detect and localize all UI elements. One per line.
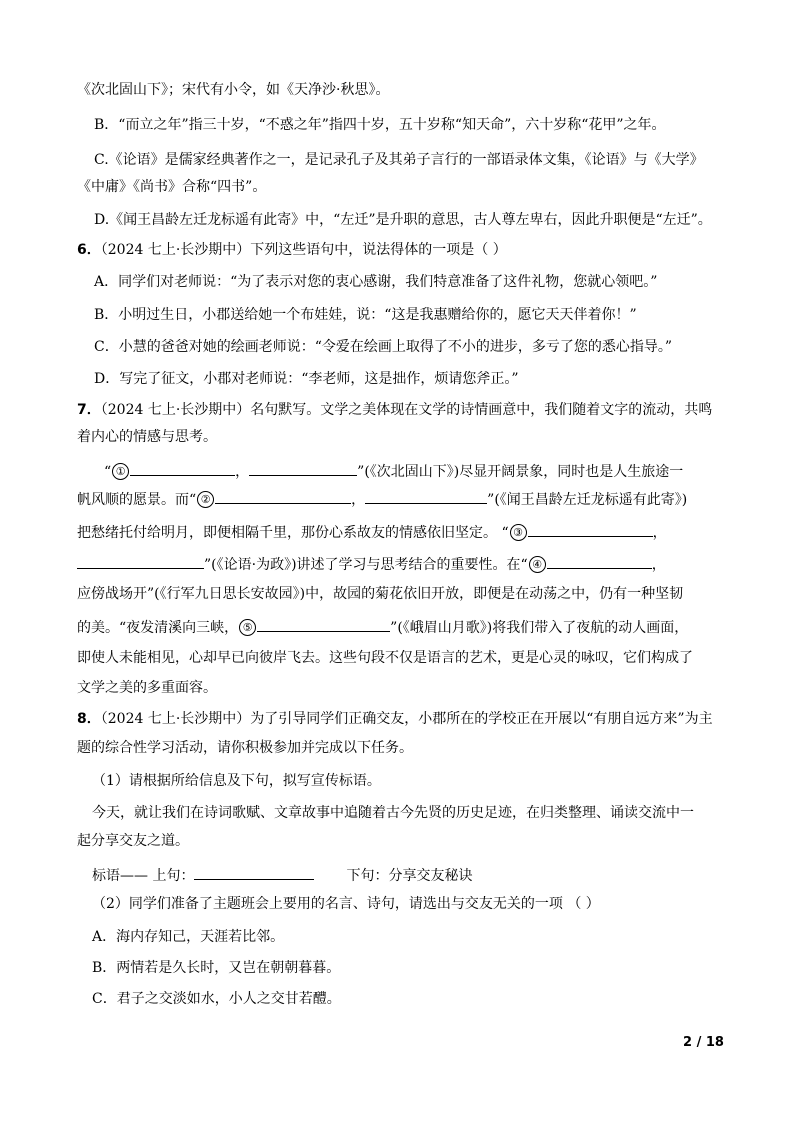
- question-8-number: 8．: [77, 711, 101, 727]
- comma: ，: [351, 492, 366, 508]
- fill-line-7: 即使人未能相见，心却早已向彼岸飞去。这些句段不仅是语言的艺术，更是心灵的咏叹，它们构成了: [77, 650, 693, 666]
- option-5c: C.《论语》是儒家经典著作之一，是记录孔子及其弟子言行的一部语录体文集，《论语》与《大学》: [94, 152, 704, 168]
- slogan-row: [92, 864, 472, 886]
- answer-blank-4[interactable]: [547, 553, 652, 569]
- page-number: 2 / 18: [683, 1035, 724, 1050]
- fill-line-1: [104, 460, 683, 482]
- option-6a: A．同学们对老师说：“为了表示对您的衷心感谢，我们特意准备了这件礼物，您就心领吧。”: [94, 274, 658, 290]
- blank-number-4: ④: [529, 556, 546, 573]
- question-8: [77, 709, 713, 729]
- fill-line-2-tail: ”(《闻王昌龄左迁龙标遥有此寄》): [487, 492, 688, 508]
- option-8b: B．两情若是久长时，又岂在朝朝暮暮。: [92, 960, 341, 976]
- subquestion-8-1-passage-cont: 起分享交友之道。: [77, 833, 189, 849]
- fill-line-8: 文学之美的多重面容。: [77, 680, 217, 696]
- blank-number-2: ②: [197, 491, 214, 508]
- answer-blank-5[interactable]: [257, 616, 390, 632]
- question-7-text: （2024 七上·长沙期中）名句默写。文学之美体现在文学的诗情画意中，我们随着文字的流动，共鸣: [100, 402, 713, 418]
- subquestion-8-1: （1）请根据所给信息及下句，拟写宣传标语。: [92, 773, 381, 789]
- subquestion-8-1-passage: 今天，就让我们在诗词歌赋、文章故事中追随着古今先贤的历史足迹，在归类整理、诵读交流中一: [92, 805, 694, 821]
- comma: ，: [652, 525, 667, 541]
- option-8a: A．海内存知己，天涯若比邻。: [92, 929, 285, 945]
- option-6b: B．小明过生日，小郡送给她一个布娃娃，说：“这是我惠赠给你的，愿它天天伴着你！”: [94, 307, 637, 323]
- option-6d: D．写完了征文，小郡对老师说：“李老师，这是拙作，烦请您斧正。”: [94, 371, 519, 387]
- blank-number-3: ③: [510, 524, 527, 541]
- fill-line-6-tail: ”(《峨眉山月歌》)将我们带入了夜航的动人画面，: [390, 620, 689, 636]
- fill-line-2: [77, 488, 687, 510]
- option-6c: C．小慧的爸爸对她的绘画老师说：“令爱在绘画上取得了不小的进步，多亏了您的悉心指导。”: [94, 339, 673, 355]
- subquestion-8-2: （2）同学们准备了主题班会上要用的名言、诗句，请选出与交友无关的一项 （ ）: [92, 896, 600, 912]
- answer-blank-1a[interactable]: [130, 460, 235, 476]
- question-8-line2: 题的综合性学习活动，请你积极参加并完成以下任务。: [77, 740, 413, 756]
- fill-line-4-tail: ”(《论语·为政》)讲述了学习与思考结合的重要性。在“: [204, 557, 528, 573]
- option-5b: B．“而立之年”指三十岁，“不惑之年”指四十岁，五十岁称“知天命”，六十岁称“花甲”之年。: [94, 117, 666, 133]
- comma: ，: [235, 464, 250, 480]
- fill-line-5: 应傍战场开”(《行军九日思长安故园》)中，故园的菊花依旧开放，即便是在动荡之中，仍有一种坚韧: [77, 586, 684, 602]
- answer-blank-3b[interactable]: [77, 553, 204, 569]
- blank-number-1: ①: [112, 463, 129, 480]
- fill-line-4: [77, 553, 666, 575]
- question-6-text: （2024 七上·长沙期中）下列这些语句中，说法得体的一项是（ ）: [100, 242, 507, 258]
- question-6: [77, 240, 507, 260]
- answer-blank-1b[interactable]: [249, 460, 357, 476]
- option-8c: C．君子之交淡如水，小人之交甘若醴。: [92, 991, 341, 1007]
- slogan-next-line: 下句：分享交友秘诀: [346, 868, 473, 884]
- fill-line-1-tail: ”(《次北固山下》)尽显开阔景象，同时也是人生旅途一: [357, 464, 684, 480]
- question-6-number: 6．: [77, 242, 101, 258]
- question-7-line2: 着内心的情感与思考。: [77, 429, 217, 445]
- option-5d: D.《闻王昌龄左迁龙标遥有此寄》中，“左迁”是升职的意思，古人尊左卑右，因此升职便是“左迁”。: [94, 212, 712, 228]
- fill-line-3-head: 把愁绪托付给明月，即便相隔千里，那份心系故友的情感依旧坚定。 “: [77, 525, 509, 541]
- slogan-label: 标语—— 上句：: [92, 868, 195, 884]
- slogan-answer-blank[interactable]: [194, 864, 314, 880]
- fill-line-3: [77, 521, 667, 543]
- option-5c-cont: 《中庸》《尚书》合称“四书”。: [77, 179, 267, 195]
- blank-number-5: ⑤: [239, 619, 256, 636]
- quote-mark: “: [104, 464, 112, 480]
- answer-blank-2b[interactable]: [365, 488, 487, 504]
- question-7: [77, 400, 712, 420]
- question-8-text: （2024 七上·长沙期中）为了引导同学们正确交友，小郡所在的学校正在开展以“有朋自远方来”为主: [100, 711, 713, 727]
- answer-blank-3a[interactable]: [528, 521, 653, 537]
- comma: ，: [651, 557, 666, 573]
- fill-line-6-head: 的美。“夜发清溪向三峡，: [77, 620, 239, 636]
- fill-line-6: [77, 616, 688, 638]
- option-5a-tail: 《次北固山下》；宋代有小令，如《天净沙·秋思》。: [77, 82, 390, 98]
- question-7-number: 7．: [77, 402, 101, 418]
- answer-blank-2a[interactable]: [215, 488, 351, 504]
- fill-line-2-head: 帆风顺的愿景。而“: [77, 492, 197, 508]
